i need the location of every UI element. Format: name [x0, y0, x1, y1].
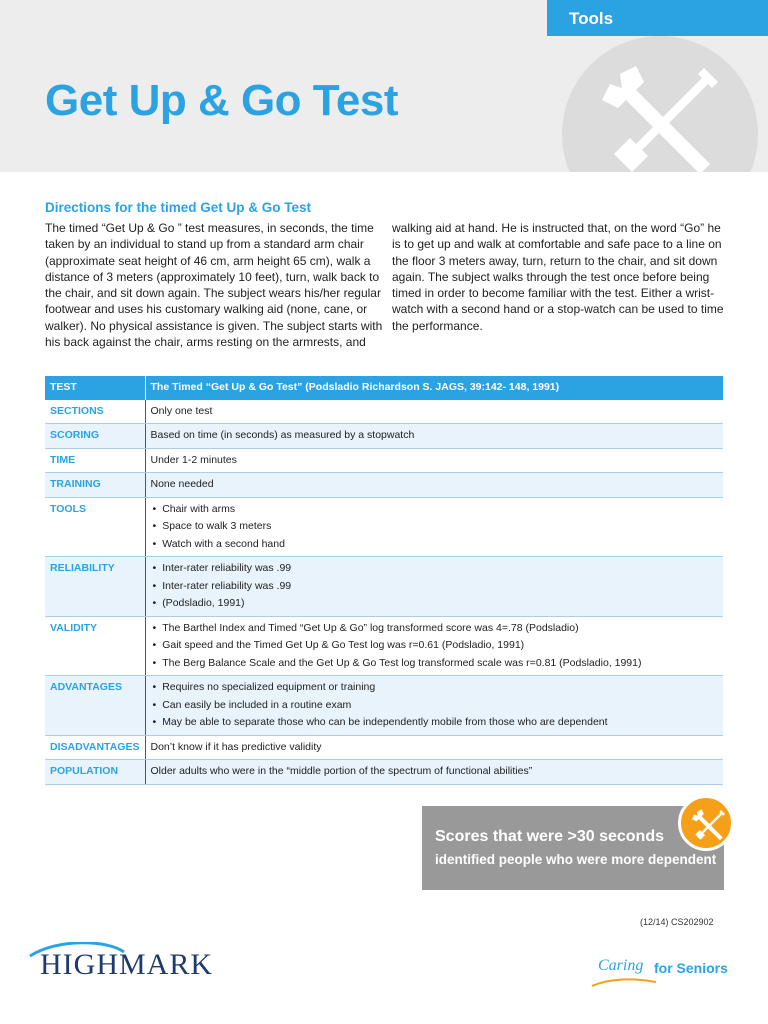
list-item: • Can easily be included in a routine exam [151, 697, 719, 715]
table-header-row [45, 376, 723, 400]
table-row [45, 473, 723, 498]
caring-logo-text: Caring [598, 957, 644, 974]
caring-swoosh [590, 974, 660, 990]
highmark-logo: HIGHMARK [40, 948, 213, 981]
list-item: • Gait speed and the Timed Get Up & Go Test log was r=0.61 (Podsladio, 1991) [151, 637, 719, 655]
row-label: TEST [45, 376, 145, 400]
row-label: RELIABILITY [45, 557, 145, 617]
page-title: Get Up & Go Test [45, 76, 398, 125]
bullet-list [151, 560, 719, 613]
row-value: Only one test [145, 400, 723, 424]
directions-text-col2: walking aid at hand. He is instructed that, on the word “Go” he is to get up and walk at comfortable and safe pace to a line on the floor 3 meters away, turn, return to the chair, and sit down again. The subject walks through the test once before being timed in order to become familiar with the test. Either a wrist-watch with a second hand or a stop-watch can be used to time the performance. [392, 221, 724, 333]
table-row [45, 557, 723, 617]
table-row [45, 676, 723, 736]
tools-tab: Tools [547, 0, 768, 36]
tools-hero-circle [562, 36, 758, 172]
row-value: Based on time (in seconds) as measured by a stopwatch [145, 424, 723, 449]
list-item: • Inter-rater reliability was .99 [151, 560, 719, 578]
row-value [145, 676, 723, 736]
row-value: Under 1-2 minutes [145, 448, 723, 473]
table-row [45, 616, 723, 676]
list-item: • The Berg Balance Scale and the Get Up & Go Test log transformed scale was r=0.81 (Podsladio, 1991) [151, 655, 719, 673]
score-callout-line2: identified people who were more dependent [435, 852, 717, 867]
bullet-list [151, 501, 719, 554]
tools-badge [678, 795, 734, 851]
table-row [45, 424, 723, 449]
row-label: TIME [45, 448, 145, 473]
table-row [45, 448, 723, 473]
directions-text-col1: The timed “Get Up & Go ” test measures, in seconds, the time taken by an individual to stand up from a standard arm chair (approximate seat height of 46 cm, arm height 65 cm), walk a distance of 3 meters (approximately 10 feet), turn, walk back to the chair, and sit down again. The subject wears his/her regular footwear and uses his customary walking aid (none, cane, or walker). No physical assistance is given. The subject starts with his back against the chair, arms resting on the armrests, and [45, 221, 383, 350]
bullet-list [151, 679, 719, 732]
list-item: • Space to walk 3 meters [151, 518, 719, 536]
table-row [45, 400, 723, 424]
table-row [45, 497, 723, 557]
test-info-table [45, 376, 723, 785]
list-item: • The Barthel Index and Timed “Get Up & Go” log transformed score was 4=.78 (Podsladio) [151, 620, 719, 638]
row-value [145, 497, 723, 557]
row-value: None needed [145, 473, 723, 498]
row-label: SCORING [45, 424, 145, 449]
wrench-screwdriver-icon [689, 806, 729, 846]
row-label: TOOLS [45, 497, 145, 557]
list-item: • (Podsladio, 1991) [151, 595, 719, 613]
header-band [0, 0, 768, 172]
table-row [45, 735, 723, 760]
document-code: (12/14) CS202902 [640, 917, 714, 927]
list-item: • Watch with a second hand [151, 536, 719, 554]
row-label: ADVANTAGES [45, 676, 145, 736]
row-value [145, 616, 723, 676]
score-callout-line1: Scores that were >30 seconds [435, 828, 664, 845]
row-value: Older adults who were in the “middle portion of the spectrum of functional abilities” [145, 760, 723, 785]
for-seniors-text: for Seniors [654, 960, 728, 976]
bullet-list [151, 620, 719, 673]
list-item: • Requires no specialized equipment or training [151, 679, 719, 697]
row-label: SECTIONS [45, 400, 145, 424]
table-row [45, 760, 723, 785]
list-item: • Inter-rater reliability was .99 [151, 578, 719, 596]
row-label: POPULATION [45, 760, 145, 785]
row-label: DISADVANTAGES [45, 735, 145, 760]
wrench-screwdriver-icon [592, 54, 732, 172]
row-label: TRAINING [45, 473, 145, 498]
row-label: VALIDITY [45, 616, 145, 676]
list-item: • May be able to separate those who can be independently mobile from those who are dependent [151, 714, 719, 732]
row-value: Don’t know if it has predictive validity [145, 735, 723, 760]
directions-heading: Directions for the timed Get Up & Go Test [45, 200, 312, 215]
row-value [145, 557, 723, 617]
row-value: The Timed “Get Up & Go Test” (Podsladio Richardson S. JAGS, 39:142- 148, 1991) [145, 376, 723, 400]
list-item: • Chair with arms [151, 501, 719, 519]
